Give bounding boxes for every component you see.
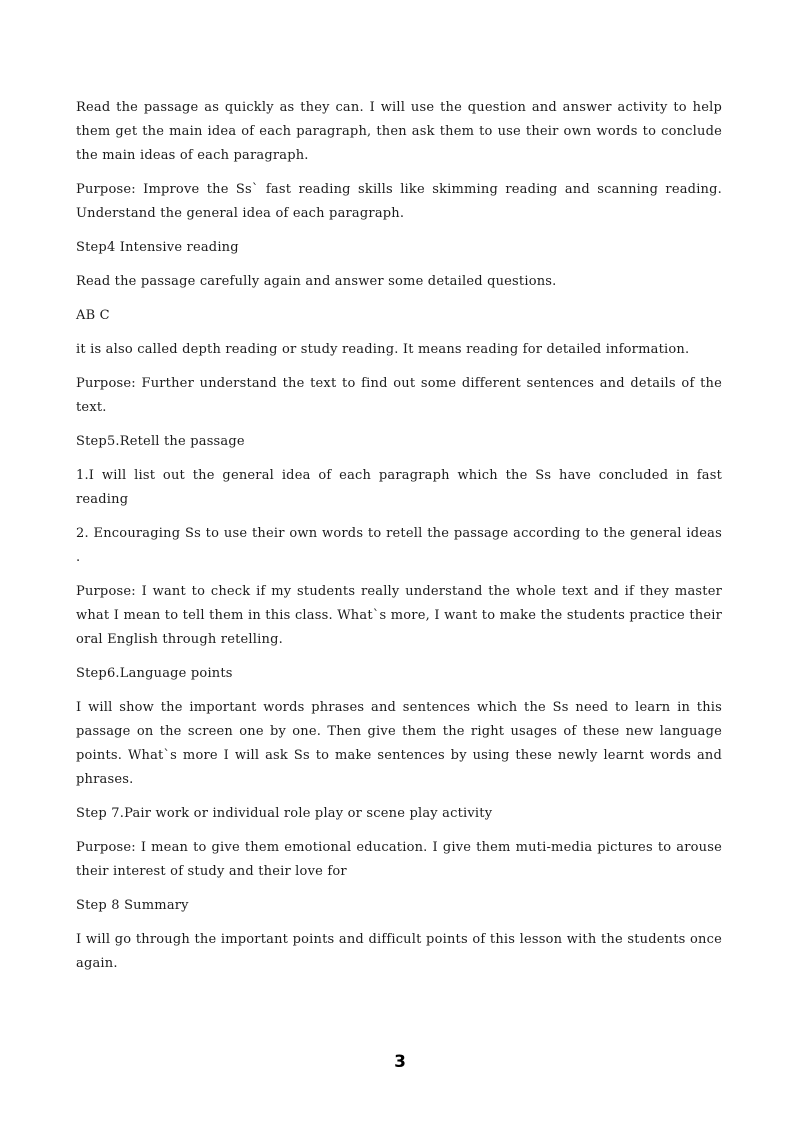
heading-step8: Step 8 Summary	[76, 898, 189, 913]
paragraph-retell-item-2: 2. Encouraging Ss to use their own words to retell the passage according to the general ideas .	[76, 526, 722, 565]
heading-step5: Step5.Retell the passage	[76, 434, 245, 449]
paragraph-fast-reading-instructions: Read the passage as quickly as they can. I will use the question and answer activity to help them get the main idea of each paragraph, then ask them to use their own words to conclude the main ideas of each paragraph.	[76, 100, 722, 163]
paragraph-language-points: I will show the important words phrases and sentences which the Ss need to learn in this passage on the screen one by one. Then give them the right usages of these new language points. What`s more I will ask Ss to make sentences by using these newly learnt words and phrases.	[76, 700, 722, 787]
paragraph-intensive-reading-purpose: Purpose: Further understand the text to find out some different sentences and details of the text.	[76, 376, 722, 415]
paragraph-intensive-reading-definition: it is also called depth reading or study reading. It means reading for detailed information.	[76, 342, 690, 357]
paragraph-fast-reading-purpose: Purpose: Improve the Ss` fast reading skills like skimming reading and scanning reading. Understand the general idea of each paragraph.	[76, 182, 722, 221]
page-number: 3	[394, 1052, 406, 1072]
paragraph-options: AB C	[76, 308, 110, 323]
heading-step7: Step 7.Pair work or individual role play or scene play activity	[76, 806, 493, 821]
paragraph-summary: I will go through the important points and difficult points of this lesson with the students once again.	[76, 932, 722, 971]
paragraph-retell-purpose: Purpose: I want to check if my students really understand the whole text and if they master what I mean to tell them in this class. What`s more, I want to make the students practice their oral English through retelling.	[76, 584, 722, 647]
paragraph-intensive-reading-instructions: Read the passage carefully again and answer some detailed questions.	[76, 274, 557, 289]
heading-step4: Step4 Intensive reading	[76, 240, 239, 255]
paragraph-retell-item-1: 1.I will list out the general idea of each paragraph which the Ss have concluded in fast reading	[76, 468, 722, 507]
document-page	[76, 96, 722, 986]
heading-step6: Step6.Language points	[76, 666, 233, 681]
paragraph-pair-work-purpose: Purpose: I mean to give them emotional education. I give them muti-media pictures to arouse their interest of study and their love for	[76, 840, 722, 879]
